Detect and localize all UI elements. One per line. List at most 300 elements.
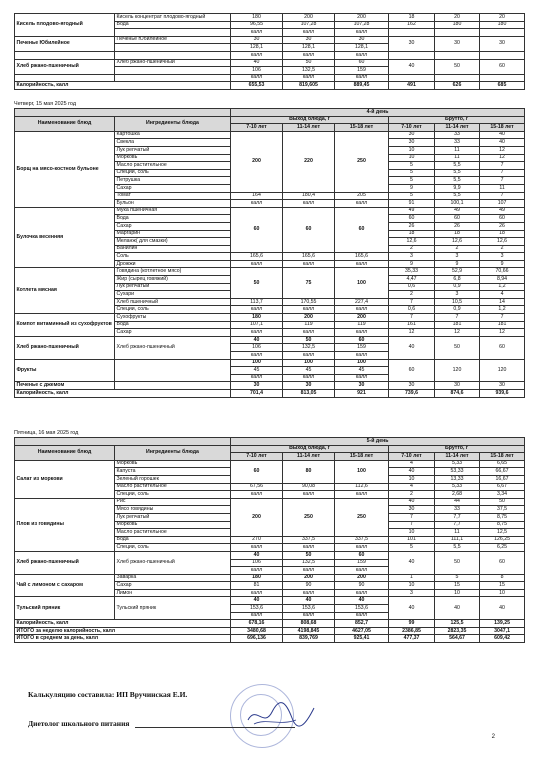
dish-name: Хлеб ржано-пшеничный [15, 59, 115, 74]
header-yield: Выход блюда, г [231, 445, 389, 453]
ingredient-name: Морковь [115, 154, 231, 162]
ingredient-name: Зеленый горошек [115, 475, 231, 483]
gross-value: 11 [435, 529, 480, 537]
kcal-value: 107,28 [283, 21, 335, 29]
gross-value: 0,6 [389, 283, 435, 291]
gross-value: 13,33 [435, 475, 480, 483]
gross-value: 2 [435, 245, 480, 253]
gross-value: 18 [435, 230, 480, 238]
unit-label: калл [283, 567, 335, 575]
total-label: ИТОГО за неделю калорийность, калл [15, 627, 231, 635]
gross-value: 107 [480, 200, 525, 208]
gross-value: 53,33 [435, 468, 480, 476]
kcal-value: 132,5 [283, 344, 335, 352]
gross-value: 12 [435, 329, 480, 337]
gross-value: 60 [480, 336, 525, 359]
dish-name: Кисель плодово-ягодный [15, 14, 115, 37]
header-yield: Выход блюда, г [231, 116, 389, 124]
gross-value: 9,9 [435, 184, 480, 192]
gross-value: 100,1 [435, 200, 480, 208]
unit-label: калл [283, 544, 335, 552]
unit-label: калл [335, 29, 389, 37]
kcal-value: 128,1 [283, 44, 335, 52]
dish-name: Печенье с джемом [15, 382, 115, 390]
gross-value: 6,25 [480, 544, 525, 552]
unit-label: калл [335, 306, 389, 314]
table-row [15, 314, 525, 322]
unit-label: калл [283, 589, 335, 597]
dish-name: Компот витаминный из сухофруктов [15, 314, 115, 337]
gross-value: 9 [389, 184, 435, 192]
gross-value: 11 [435, 154, 480, 162]
unit-label: калл [231, 612, 283, 620]
total-value: 2386,85 [389, 627, 435, 635]
ingredient-name: Лук репчатый [115, 513, 231, 521]
day5-title: Пятница, 16 мая 2025 год [14, 430, 79, 436]
header-dish: Наименование блюд [15, 116, 115, 131]
ingredient-name: Масло растительное [115, 529, 231, 537]
kcal-value: 159 [335, 559, 389, 567]
unit-label: калл [335, 329, 389, 337]
gross-value: 3,34 [480, 491, 525, 499]
gross-value: 30 [389, 36, 435, 51]
gross-value: 12,6 [480, 238, 525, 246]
unit-label: калл [231, 567, 283, 575]
kcal-value: 165,6 [335, 253, 389, 261]
gross-value: 52,9 [435, 268, 480, 276]
ingredient-name [115, 44, 231, 52]
table-row [15, 498, 525, 506]
header-age: 15-18 лет [335, 453, 389, 461]
gross-value: 1,2 [480, 283, 525, 291]
unit-label: калл [335, 544, 389, 552]
gross-value: 18 [480, 230, 525, 238]
table-row [15, 359, 525, 367]
kcal-value: 159 [335, 344, 389, 352]
unit-label: калл [231, 352, 283, 360]
dish-name: Салат из моркови [15, 460, 115, 498]
gross-value: 37,5 [480, 506, 525, 514]
gross-value [480, 74, 525, 82]
gross-value: 9 [435, 260, 480, 268]
gross-value: 3 [389, 253, 435, 261]
yield-value: 60 [231, 460, 283, 483]
ingredient-name: Сахар [115, 222, 231, 230]
table-row [15, 627, 525, 635]
gross-value: 3 [389, 589, 435, 597]
yield-value: 50 [231, 268, 283, 298]
yield-value: 250 [335, 498, 389, 536]
gross-value: 5,5 [435, 162, 480, 170]
total-value: 139,25 [480, 620, 525, 628]
total-value: 655,53 [231, 82, 283, 90]
gross-value: 60 [480, 59, 525, 74]
total-value: 819,605 [283, 82, 335, 90]
ingredient-name [115, 382, 231, 390]
gross-value: 10 [435, 589, 480, 597]
ingredient-name: Рис [115, 498, 231, 506]
gross-value: 33 [435, 131, 480, 139]
table-row [15, 109, 525, 117]
gross-value: 66,67 [480, 468, 525, 476]
gross-value: 91 [389, 200, 435, 208]
yield-value: 60 [335, 551, 389, 559]
yield-value: 200 [335, 314, 389, 322]
kcal-value: 107,28 [335, 21, 389, 29]
total-value: 874,6 [435, 389, 480, 397]
unit-label: калл [335, 491, 389, 499]
gross-value: 2,68 [435, 491, 480, 499]
yield-value: 40 [335, 597, 389, 605]
kcal-value: 45 [231, 367, 283, 375]
gross-value: 0,9 [435, 283, 480, 291]
yield-value: 75 [283, 268, 335, 298]
total-label: Калорийность, калл [15, 389, 231, 397]
yield-value: 250 [335, 131, 389, 192]
yield-value: 30 [335, 382, 389, 390]
ingredient-name [115, 29, 231, 37]
kcal-value: 113,7 [231, 298, 283, 306]
gross-value: 180 [480, 21, 525, 29]
unit-label: калл [283, 329, 335, 337]
gross-value: 8,75 [480, 521, 525, 529]
gross-value: 60 [435, 215, 480, 223]
header-age: 11-14 лет [435, 453, 480, 461]
gross-value: 4 [389, 483, 435, 491]
ingredient-name: Вода [115, 21, 231, 29]
dish-name: Котлета мясная [15, 268, 115, 314]
table-row [15, 574, 525, 582]
total-value: 678,16 [231, 620, 283, 628]
ingredient-name: Хлеб ржано-пшеничный [115, 551, 231, 574]
gross-value: 1,2 [480, 306, 525, 314]
total-value: 685 [480, 82, 525, 90]
ingredient-name: Специи, соль [115, 544, 231, 552]
yield-value: 200 [283, 574, 335, 582]
yield-value: 200 [335, 14, 389, 22]
dish-name [15, 51, 115, 59]
gross-value: 40 [389, 468, 435, 476]
header-age: 15-18 лет [335, 124, 389, 132]
yield-value: 40 [231, 551, 283, 559]
unit-label: калл [335, 74, 389, 82]
yield-value: 200 [283, 314, 335, 322]
table-row [15, 14, 525, 22]
gross-value: 40 [389, 597, 435, 620]
gross-value [389, 51, 435, 59]
total-value: 3480,68 [231, 627, 283, 635]
gross-value: 2 [389, 245, 435, 253]
kcal-value: 227,4 [335, 298, 389, 306]
gross-value: 18 [389, 230, 435, 238]
kcal-value: 67,56 [231, 483, 283, 491]
gross-value: 6,8 [435, 276, 480, 284]
gross-value: 7,7 [435, 513, 480, 521]
yield-value: 60 [231, 207, 283, 253]
unit-label: калл [231, 329, 283, 337]
yield-value: 60 [283, 207, 335, 253]
gross-value: 30 [435, 36, 480, 51]
ingredient-name: Маргарин [115, 230, 231, 238]
gross-value: 101 [389, 536, 435, 544]
gross-value: 40 [389, 59, 435, 74]
yield-value: 50 [283, 336, 335, 344]
table-row [15, 36, 525, 44]
total-value: 925,41 [335, 635, 389, 643]
unit-label: калл [335, 612, 389, 620]
yield-value: 30 [283, 382, 335, 390]
unit-label: калл [335, 374, 389, 382]
yield-value: 100 [231, 359, 283, 367]
yield-value: 60 [335, 59, 389, 67]
gross-value: 6,67 [480, 483, 525, 491]
ingredient-name: Специи, соль [115, 169, 231, 177]
ingredient-name: Хлеб пшеничный [115, 298, 231, 306]
dish-name [15, 74, 115, 82]
total-value: 739,6 [389, 389, 435, 397]
header-age: 15-18 лет [480, 124, 525, 132]
unit-label: калл [283, 374, 335, 382]
ingredient-name: Специи, соль [115, 491, 231, 499]
gross-value: 9 [389, 260, 435, 268]
header-age: 11-14 лет [283, 124, 335, 132]
gross-value [389, 74, 435, 82]
dish-name: Плов из говядины [15, 498, 115, 551]
gross-value: 2 [480, 245, 525, 253]
header-blank [15, 109, 231, 117]
gross-value: 126,25 [480, 536, 525, 544]
header-age: 7-10 лет [389, 124, 435, 132]
kcal-value: 164 [231, 192, 283, 200]
header-ingredients: Ингредиенты блюда [115, 445, 231, 460]
ingredient-name: Дрожжи [115, 260, 231, 268]
day-label: 4-й день [231, 109, 525, 117]
header-gross: Брутто, г [389, 116, 525, 124]
kcal-value: 45 [335, 367, 389, 375]
gross-value: 12 [480, 146, 525, 154]
unit-label: калл [335, 567, 389, 575]
header-age: 7-10 лет [231, 453, 283, 461]
total-value: 852,7 [335, 620, 389, 628]
gross-value: 40 [389, 551, 435, 574]
dish-name: Борщ на мясо-костном бульоне [15, 131, 115, 207]
table-row [15, 445, 525, 453]
gross-value: 40 [435, 597, 480, 620]
yield-value: 100 [335, 359, 389, 367]
total-value: 889,45 [335, 82, 389, 90]
kcal-value: 90,08 [283, 483, 335, 491]
kcal-value: 153,6 [283, 605, 335, 613]
ingredient-name: Жир (сырец говяжий) [115, 276, 231, 284]
gross-value: 8,94 [480, 276, 525, 284]
gross-value: 7 [480, 162, 525, 170]
kcal-value: 90 [283, 582, 335, 590]
yield-value: 40 [231, 59, 283, 67]
dish-name: Фрукты [15, 359, 115, 382]
gross-value: 7 [480, 314, 525, 322]
gross-value [389, 29, 435, 37]
total-value: 839,769 [283, 635, 335, 643]
unit-label: калл [231, 51, 283, 59]
gross-value [480, 29, 525, 37]
total-value: 626 [435, 82, 480, 90]
ingredient-name: Сухари [115, 291, 231, 299]
day4-table [14, 108, 525, 398]
ingredient-name: Хлеб ржано-пшеничный [115, 336, 231, 359]
gross-value: 10 [389, 582, 435, 590]
kcal-value: 119 [335, 321, 389, 329]
total-value: 4198,845 [283, 627, 335, 635]
day5-table [14, 437, 525, 643]
ingredient-name: Сахар [115, 582, 231, 590]
kcal-value: 337,5 [335, 536, 389, 544]
unit-label: калл [283, 200, 335, 208]
gross-value: 50 [435, 551, 480, 574]
total-value: 808,68 [283, 620, 335, 628]
gross-value [435, 51, 480, 59]
table-row [15, 336, 525, 344]
table-row [15, 382, 525, 390]
total-label: Калорийность, калл [15, 620, 231, 628]
gross-value: 162 [389, 21, 435, 29]
gross-value: 4 [389, 460, 435, 468]
gross-value: 7 [480, 169, 525, 177]
yield-value: 100 [335, 460, 389, 483]
ingredient-name: Мука пшеничная [115, 207, 231, 215]
composed-by [28, 690, 187, 699]
ingredient-name: Лук репчатый [115, 283, 231, 291]
gross-value: 12,6 [389, 238, 435, 246]
gross-value: 10 [389, 529, 435, 537]
gross-value: 3 [480, 253, 525, 261]
ingredient-name [115, 51, 231, 59]
yield-value: 40 [283, 597, 335, 605]
gross-value: 8,75 [480, 513, 525, 521]
gross-value: 26 [389, 222, 435, 230]
gross-value: 5,33 [435, 483, 480, 491]
ingredient-name: Лимон [115, 589, 231, 597]
dish-name: Хлеб ржано-пшеничный [15, 551, 115, 574]
gross-value: 5,5 [435, 544, 480, 552]
table-row [15, 59, 525, 67]
gross-value: 7 [389, 521, 435, 529]
gross-value [435, 74, 480, 82]
unit-label: калл [231, 306, 283, 314]
gross-value: 30 [389, 382, 435, 390]
header-age: 11-14 лет [283, 453, 335, 461]
kcal-value: 270 [231, 536, 283, 544]
gross-value: 30 [389, 506, 435, 514]
yield-value: 180 [231, 314, 283, 322]
total-value: 491 [389, 82, 435, 90]
gross-value: 5 [389, 177, 435, 185]
gross-value: 50 [435, 59, 480, 74]
ingredient-name: Вода [115, 536, 231, 544]
gross-value: 7 [389, 513, 435, 521]
gross-value: 40 [480, 131, 525, 139]
ingredient-name: Картошка [115, 131, 231, 139]
gross-value: 50 [480, 498, 525, 506]
gross-value: 7 [480, 177, 525, 185]
table-row [15, 74, 525, 82]
gross-value: 30 [480, 382, 525, 390]
unit-label: калл [231, 74, 283, 82]
gross-value: 15 [435, 582, 480, 590]
ingredient-name: Вода [115, 215, 231, 223]
yield-value: 220 [283, 131, 335, 192]
gross-value: 60 [480, 215, 525, 223]
ingredient-name: Заварка [115, 574, 231, 582]
yield-value: 30 [231, 36, 283, 44]
ingredient-name: Тульский пряник [115, 597, 231, 620]
gross-value: 161 [389, 321, 435, 329]
ingredient-name: Меланж( для смазки) [115, 238, 231, 246]
gross-value [435, 29, 480, 37]
gross-value: 181 [480, 321, 525, 329]
header-age: 7-10 лет [389, 453, 435, 461]
gross-value: 1 [389, 574, 435, 582]
dish-name: Тульский пряник [15, 597, 115, 620]
gross-value: 5 [389, 162, 435, 170]
gross-value: 111,1 [435, 536, 480, 544]
unit-label: калл [231, 200, 283, 208]
gross-value: 30 [389, 139, 435, 147]
table-row [15, 551, 525, 559]
gross-value: 40 [389, 498, 435, 506]
header-gross: Брутто, г [389, 445, 525, 453]
gross-value: 20 [435, 14, 480, 22]
ingredient-name: Масло растительное [115, 483, 231, 491]
table-row [15, 51, 525, 59]
gross-value [480, 51, 525, 59]
dietitian-line [28, 719, 295, 728]
ingredient-name [115, 74, 231, 82]
table-row [15, 268, 525, 276]
gross-value: 30 [480, 36, 525, 51]
total-label: Калорийность, калл [15, 82, 231, 90]
gross-value: 14 [480, 298, 525, 306]
ingredient-name: Томат [115, 192, 231, 200]
page-number: 2 [491, 734, 495, 740]
gross-value: 6,65 [480, 460, 525, 468]
ingredient-name: Соль [115, 253, 231, 261]
gross-value: 60 [480, 551, 525, 574]
kcal-value: 165,6 [283, 253, 335, 261]
unit-label: калл [283, 29, 335, 37]
kcal-value: 90 [335, 582, 389, 590]
gross-value: 15 [480, 582, 525, 590]
gross-value: 11 [480, 184, 525, 192]
gross-value: 18 [389, 14, 435, 22]
gross-value: 10 [389, 475, 435, 483]
total-value: 701,4 [231, 389, 283, 397]
total-value: 2823,35 [435, 627, 480, 635]
gross-value: 10 [389, 146, 435, 154]
ingredient-name: Капуста [115, 468, 231, 476]
gross-value: 9 [480, 260, 525, 268]
ingredient-name: Масло растительное [115, 162, 231, 170]
table-row [15, 131, 525, 139]
gross-value: 33 [435, 506, 480, 514]
gross-value: 5 [389, 169, 435, 177]
unit-label: калл [335, 589, 389, 597]
gross-value: 10,5 [435, 298, 480, 306]
unit-label: калл [231, 491, 283, 499]
gross-value: 20 [480, 14, 525, 22]
header-age: 7-10 лет [231, 124, 283, 132]
gross-value: 5,5 [435, 177, 480, 185]
ingredient-name [115, 67, 231, 75]
